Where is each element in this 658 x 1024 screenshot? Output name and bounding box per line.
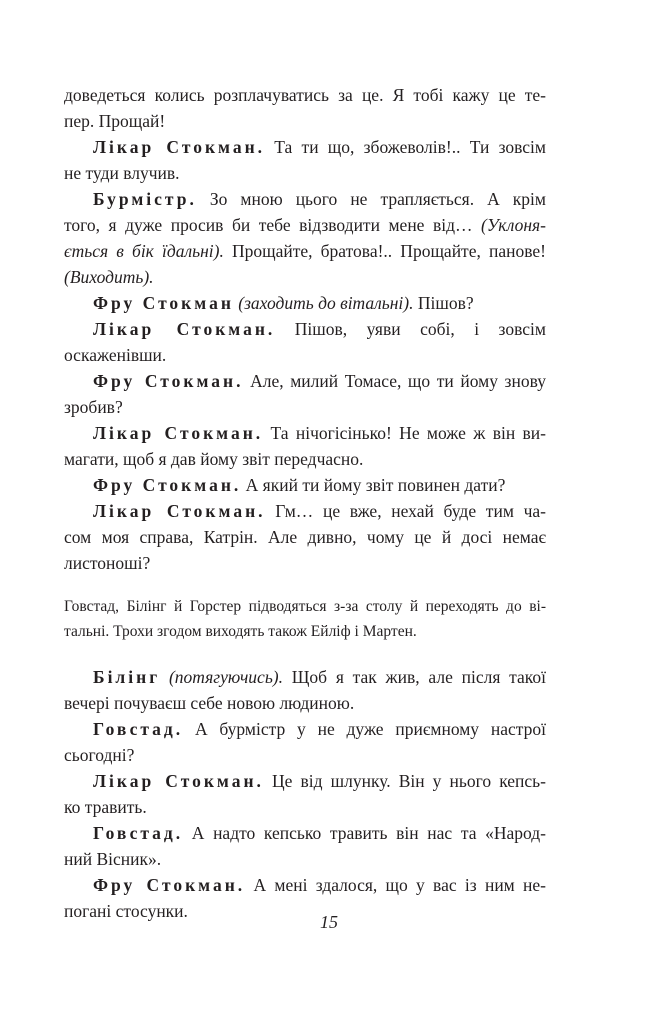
speaker-name: Фру Стокман. [93, 875, 246, 895]
speaker-name: Бурмістр. [93, 189, 197, 209]
text-line [64, 212, 546, 238]
line-text: сьогодні? [64, 745, 135, 765]
text-line [64, 498, 546, 524]
line-text: того, я дуже просив би тебе відзводити мене від… (Уклоня- [64, 215, 546, 235]
stage-line [64, 619, 546, 644]
text-line [64, 846, 546, 872]
text-line [64, 446, 546, 472]
text-line [64, 134, 546, 160]
text-line [64, 82, 546, 108]
text-line [64, 368, 546, 394]
line-text: А мені здалося, що у вас із ним не- [245, 875, 546, 895]
text-line [64, 316, 546, 342]
speaker-name: Фру Стокман. [93, 475, 242, 495]
line-text: зробив? [64, 397, 123, 417]
text-line [64, 420, 546, 446]
text-line [64, 872, 546, 898]
line-text: оскаженівши. [64, 345, 167, 365]
text-line [64, 664, 546, 690]
line-text: А бурмістр у не дуже приємному настрої [183, 719, 546, 739]
line-text: погані стосунки. [64, 901, 188, 921]
line-text: Говстад, Білінг й Горстер підводяться з-за столу й переходять до ві- [64, 598, 546, 615]
speaker-name: Лікар Стокман. [93, 319, 276, 339]
line-text: не туди влучив. [64, 163, 180, 183]
speaker-name: Лікар Стокман. [93, 137, 266, 157]
speaker-name: Фру Стокман. [93, 371, 244, 391]
line-text: листоноші? [64, 553, 151, 573]
line-text: ється в бік їдальні). Прощайте, братова!.. Прощайте, панове! [64, 241, 546, 261]
line-text: сом моя справа, Катрін. Але дивно, чому це й досі немає [64, 527, 546, 547]
speaker-name: Лікар Стокман. [93, 771, 264, 791]
line-text: доведеться колись розплачуватись за це. Я тобі кажу це те- [64, 85, 546, 105]
line-text: (заходить до вітальні). Пішов? [238, 293, 474, 313]
text-line [64, 264, 546, 290]
line-text: А який ти йому звіт повинен дати? [241, 475, 506, 495]
line-text: А надто кепсько травить він нас та «Народ- [183, 823, 546, 843]
stage-line [64, 594, 546, 619]
page-number: 15 [320, 912, 338, 932]
speaker-name: Лікар Стокман. [93, 423, 264, 443]
line-text: магати, щоб я дав йому звіт передчасно. [64, 449, 364, 469]
speaker-name: Лікар Стокман. [93, 501, 266, 521]
line-text: Зо мною цього не трапляється. А крім [196, 189, 546, 209]
line-text: тальні. Трохи згодом виходять також Ейліф і Мартен. [64, 623, 417, 640]
text-line [64, 160, 546, 186]
text-line [64, 524, 546, 550]
text-line [64, 290, 546, 316]
text-line [64, 716, 546, 742]
line-text: Це від шлунку. Він у нього кепсь- [263, 771, 546, 791]
line-text: Але, милий Томасе, що ти йому знову [243, 371, 546, 391]
text-line [64, 238, 546, 264]
text-line [64, 690, 546, 716]
line-text: вечері почуваєш себе новою людиною. [64, 693, 355, 713]
line-text: Та нічогісінько! Не може ж він ви- [263, 423, 546, 443]
text-line [64, 108, 546, 134]
line-text: Пішов, уяви собі, і зовсім [275, 319, 546, 339]
text-line [64, 394, 546, 420]
line-text: (Виходить). [64, 267, 154, 287]
text-line [64, 342, 546, 368]
speaker-name: Фру Стокман [93, 293, 234, 313]
dialogue-block-2 [64, 664, 546, 924]
speaker-name: Говстад. [93, 823, 184, 843]
text-line [64, 742, 546, 768]
line-text: ко травить. [64, 797, 147, 817]
speaker-name: Говстад. [93, 719, 184, 739]
text-line [64, 186, 546, 212]
text-line [64, 472, 546, 498]
text-line [64, 768, 546, 794]
dialogue-block-1 [64, 82, 546, 576]
stage-direction [64, 594, 546, 644]
text-line [64, 820, 546, 846]
line-text: (потягуючись). Щоб я так жив, але після такої [168, 667, 547, 687]
page-body [64, 82, 546, 924]
line-text: Та ти що, збожеволів!.. Ти зовсім [265, 137, 546, 157]
text-line [64, 794, 546, 820]
line-text: Гм… це вже, нехай буде тим ча- [265, 501, 546, 521]
line-text: ний Вісник». [64, 849, 162, 869]
line-text: пер. Прощай! [64, 111, 166, 131]
speaker-name: Білінг [93, 667, 161, 687]
text-line [64, 550, 546, 576]
